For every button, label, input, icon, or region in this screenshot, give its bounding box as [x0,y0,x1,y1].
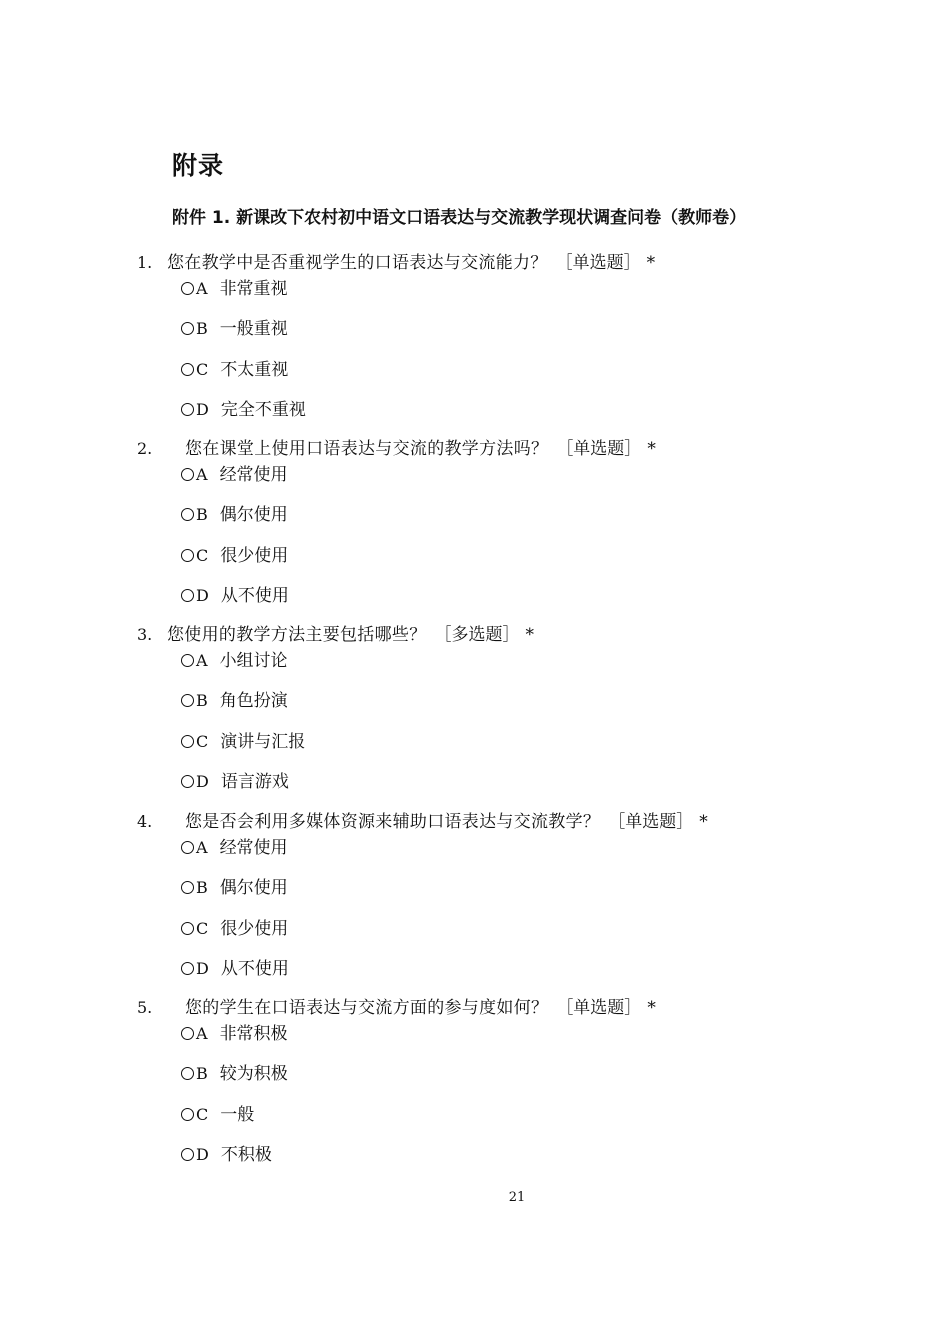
question-prompt [137,809,837,835]
radio-circle-icon[interactable] [181,468,194,481]
option-a[interactable] [181,1021,837,1061]
question-text: 您在教学中是否重视学生的口语表达与交流能力？ [167,253,548,273]
option-d[interactable] [181,583,837,623]
option-letter: A [196,838,208,857]
option-label: 偶尔使用 [219,505,288,526]
radio-circle-icon[interactable] [181,549,194,562]
option-label: 从不使用 [220,585,289,606]
radio-circle-icon[interactable] [181,1108,194,1121]
option-list [181,648,837,809]
option-label: 语言游戏 [220,771,289,792]
option-b[interactable] [181,1061,837,1101]
option-list [181,835,837,996]
option-b[interactable] [181,502,837,542]
question-number: 3. [137,625,153,644]
question-type: ［单选题］ [608,812,694,832]
question-number: 2. [137,439,153,458]
radio-circle-icon[interactable] [181,1148,194,1161]
option-label: 经常使用 [219,465,288,485]
question-text: 您在课堂上使用口语表达与交流的教学方法吗？ [185,439,549,459]
option-b[interactable] [181,316,837,356]
question-type: ［单选题］ [556,439,642,459]
appendix-heading: 附录 [172,151,225,180]
radio-circle-icon[interactable] [181,363,194,376]
question-type: ［单选题］ [555,253,641,273]
option-label: 很少使用 [220,918,289,939]
question-prompt [137,622,837,648]
radio-circle-icon[interactable] [181,282,194,295]
checkbox-circle-icon[interactable] [181,694,194,707]
question-type: ［单选题］ [556,998,642,1018]
option-label: 非常积极 [219,1024,288,1044]
radio-circle-icon[interactable] [181,841,194,854]
required-mark: * [647,439,656,459]
option-letter: B [196,691,208,711]
questionnaire-title: 附件 1. 新课改下农村初中语文口语表达与交流教学现状调查问卷（教师卷） [172,208,747,228]
question-2 [137,436,837,623]
option-label: 一般重视 [219,319,288,340]
required-mark: * [647,998,656,1018]
option-letter: C [196,918,209,938]
option-c[interactable] [181,1102,837,1142]
radio-circle-icon[interactable] [181,1027,194,1040]
option-d[interactable] [181,769,837,809]
option-letter: C [196,731,209,751]
option-list [181,276,837,437]
question-number: 4. [137,812,153,831]
option-letter: B [196,319,208,339]
option-label: 一般 [220,1104,255,1125]
radio-circle-icon[interactable] [181,922,194,935]
radio-circle-icon[interactable] [181,322,194,335]
option-letter: D [196,585,209,605]
option-letter: D [196,771,209,791]
question-type: ［多选题］ [434,625,520,645]
option-label: 经常使用 [219,838,288,858]
option-label: 偶尔使用 [219,878,288,899]
option-a[interactable] [181,835,837,875]
option-letter: C [196,1104,209,1124]
question-number: 5. [137,998,153,1017]
option-a[interactable] [181,462,837,502]
option-d[interactable] [181,956,837,996]
option-label: 较为积极 [219,1064,288,1085]
radio-circle-icon[interactable] [181,403,194,416]
question-prompt [137,250,837,276]
option-label: 不太重视 [220,359,289,380]
option-b[interactable] [181,688,837,728]
question-4 [137,809,837,996]
option-label: 演讲与汇报 [220,731,306,752]
option-list [181,1021,837,1182]
option-label: 非常重视 [219,279,288,299]
required-mark: * [525,625,534,645]
option-letter: B [196,878,208,898]
option-b[interactable] [181,875,837,915]
option-letter: C [196,545,209,565]
question-5 [137,995,837,1182]
option-label: 完全不重视 [220,399,306,420]
option-label: 小组讨论 [219,651,288,671]
option-letter: A [196,651,208,670]
option-letter: D [196,399,209,419]
option-a[interactable] [181,276,837,316]
option-label: 很少使用 [220,545,289,566]
question-1 [137,250,837,437]
option-letter: A [196,1024,208,1043]
option-d[interactable] [181,397,837,437]
question-text: 您使用的教学方法主要包括哪些？ [167,625,427,645]
option-d[interactable] [181,1142,837,1182]
question-number: 1. [137,253,153,272]
page-number: 21 [508,1190,526,1205]
option-label: 角色扮演 [219,691,288,712]
option-letter: A [196,279,208,298]
radio-circle-icon[interactable] [181,962,194,975]
radio-circle-icon[interactable] [181,881,194,894]
radio-circle-icon[interactable] [181,1067,194,1080]
option-letter: B [196,1064,208,1084]
checkbox-circle-icon[interactable] [181,654,194,667]
option-c[interactable] [181,916,837,956]
question-prompt [137,436,837,462]
required-mark: * [646,253,656,273]
checkbox-circle-icon[interactable] [181,775,194,788]
required-mark: * [699,812,708,832]
option-letter: D [196,958,209,978]
option-list [181,462,837,623]
option-label: 从不使用 [220,958,289,979]
option-letter: B [196,505,208,525]
option-c[interactable] [181,729,837,769]
question-prompt [137,995,837,1021]
checkbox-circle-icon[interactable] [181,735,194,748]
option-letter: D [196,1144,209,1164]
question-text: 您的学生在口语表达与交流方面的参与度如何？ [185,998,549,1018]
option-letter: A [196,465,208,484]
option-c[interactable] [181,357,837,397]
question-3 [137,622,837,809]
option-c[interactable] [181,543,837,583]
radio-circle-icon[interactable] [181,589,194,602]
radio-circle-icon[interactable] [181,508,194,521]
option-letter: C [196,359,209,379]
option-a[interactable] [181,648,837,688]
option-label: 不积极 [220,1144,272,1165]
question-text: 您是否会利用多媒体资源来辅助口语表达与交流教学？ [185,812,601,832]
